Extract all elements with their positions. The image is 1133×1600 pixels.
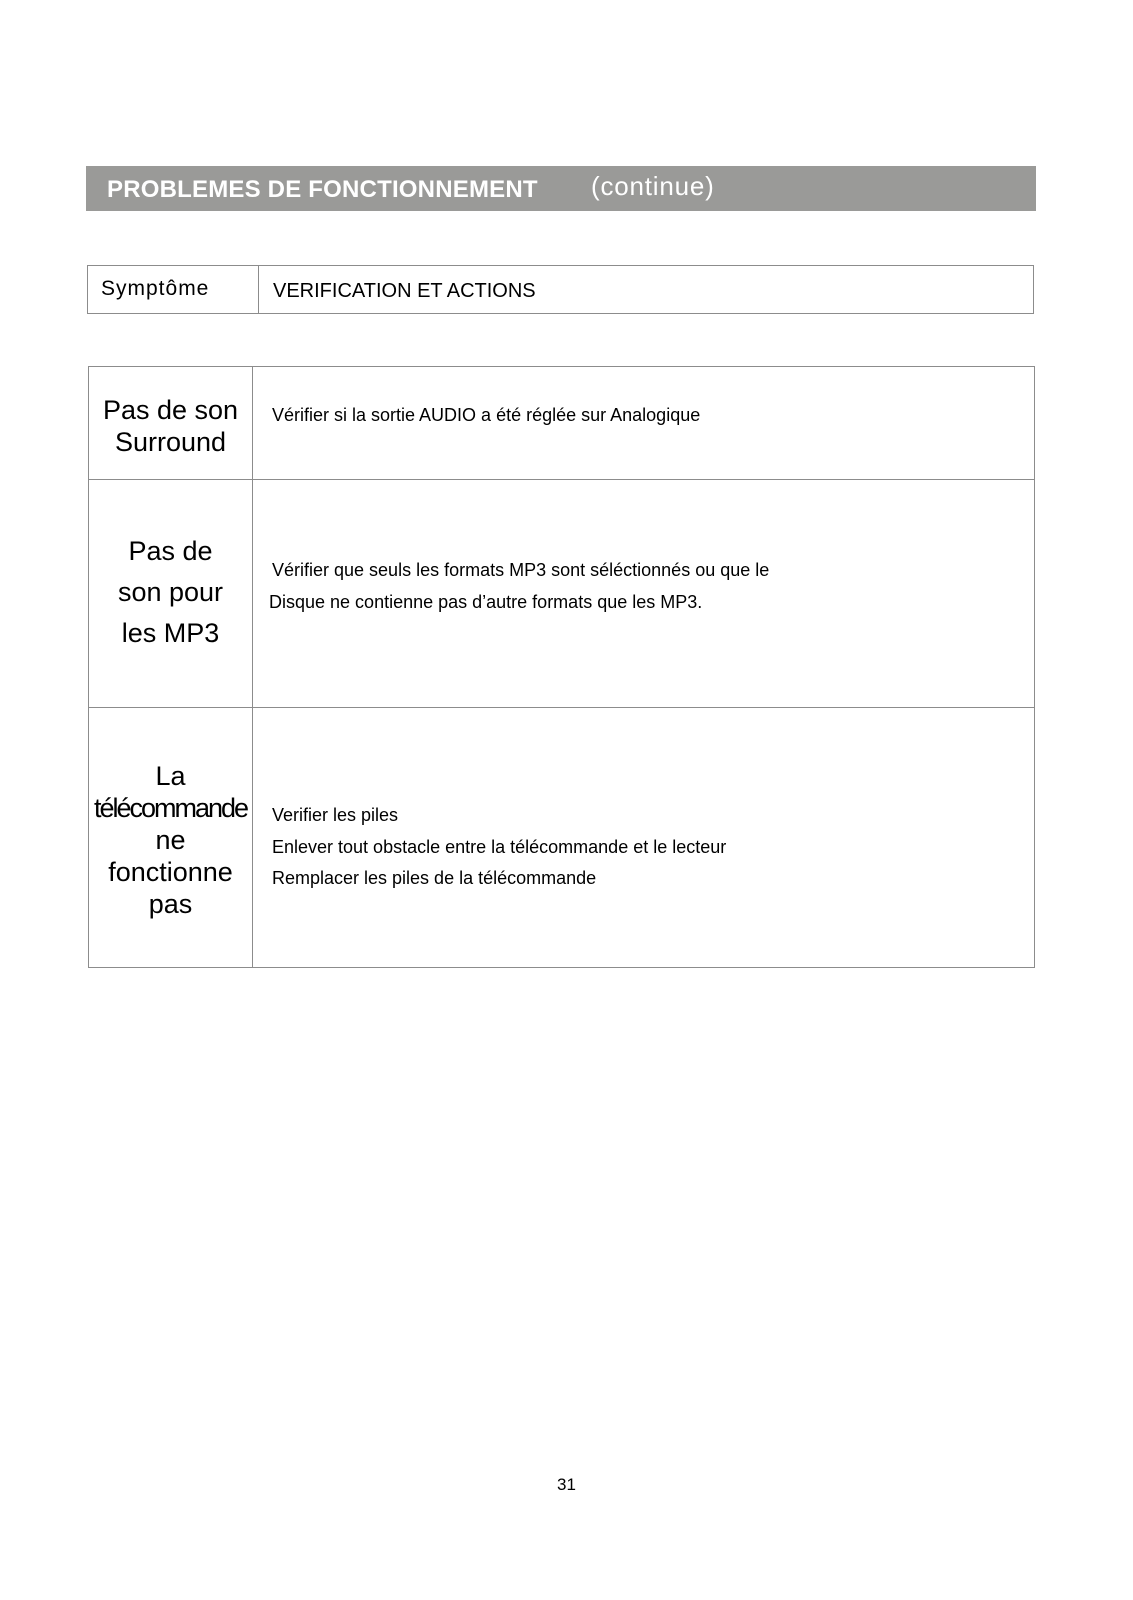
page-number: 31 <box>557 1475 576 1494</box>
action-line: Vérifier si la sortie AUDIO a été réglée sur Analogique <box>272 405 701 425</box>
symptom-cell <box>89 760 252 920</box>
legend-table <box>87 265 1034 314</box>
troubleshooting-table <box>88 366 1035 968</box>
symptom-cell <box>89 531 252 654</box>
section-title: PROBLEMES DE FONCTIONNEMENT <box>107 176 538 203</box>
table-row <box>89 708 1034 969</box>
symptom-cell <box>89 394 252 458</box>
symptom-line: La <box>155 761 186 791</box>
action-line: Disque ne contienne pas d’autre formats que les MP3. <box>269 592 703 612</box>
symptom-line: ne <box>155 825 186 855</box>
table-row <box>89 480 1034 707</box>
legend-symptom-label: Symptôme <box>101 277 210 300</box>
symptom-line: Surround <box>114 427 227 457</box>
action-line: Vérifier que seuls les formats MP3 sont séléctionnés ou que le <box>272 560 770 580</box>
symptom-line: Pas de son <box>102 395 239 425</box>
symptom-line: les MP3 <box>121 618 220 648</box>
legend-divider <box>258 266 259 313</box>
legend-actions-label: VERIFICATION ET ACTIONS <box>273 280 536 302</box>
symptom-line: fonctionne <box>108 857 233 887</box>
action-line: Remplacer les piles de la télécommande <box>272 868 597 888</box>
section-header <box>86 166 1036 211</box>
symptom-line: son pour <box>117 577 224 607</box>
table-row <box>89 367 1034 479</box>
action-line: Enlever tout obstacle entre la télécommande et le lecteur <box>272 837 727 857</box>
symptom-line: Pas de <box>128 536 213 566</box>
action-line: Verifier les piles <box>272 805 399 825</box>
symptom-line: télécommande <box>93 793 248 823</box>
section-subtitle: (continue) <box>591 171 715 201</box>
symptom-line: pas <box>148 889 193 919</box>
